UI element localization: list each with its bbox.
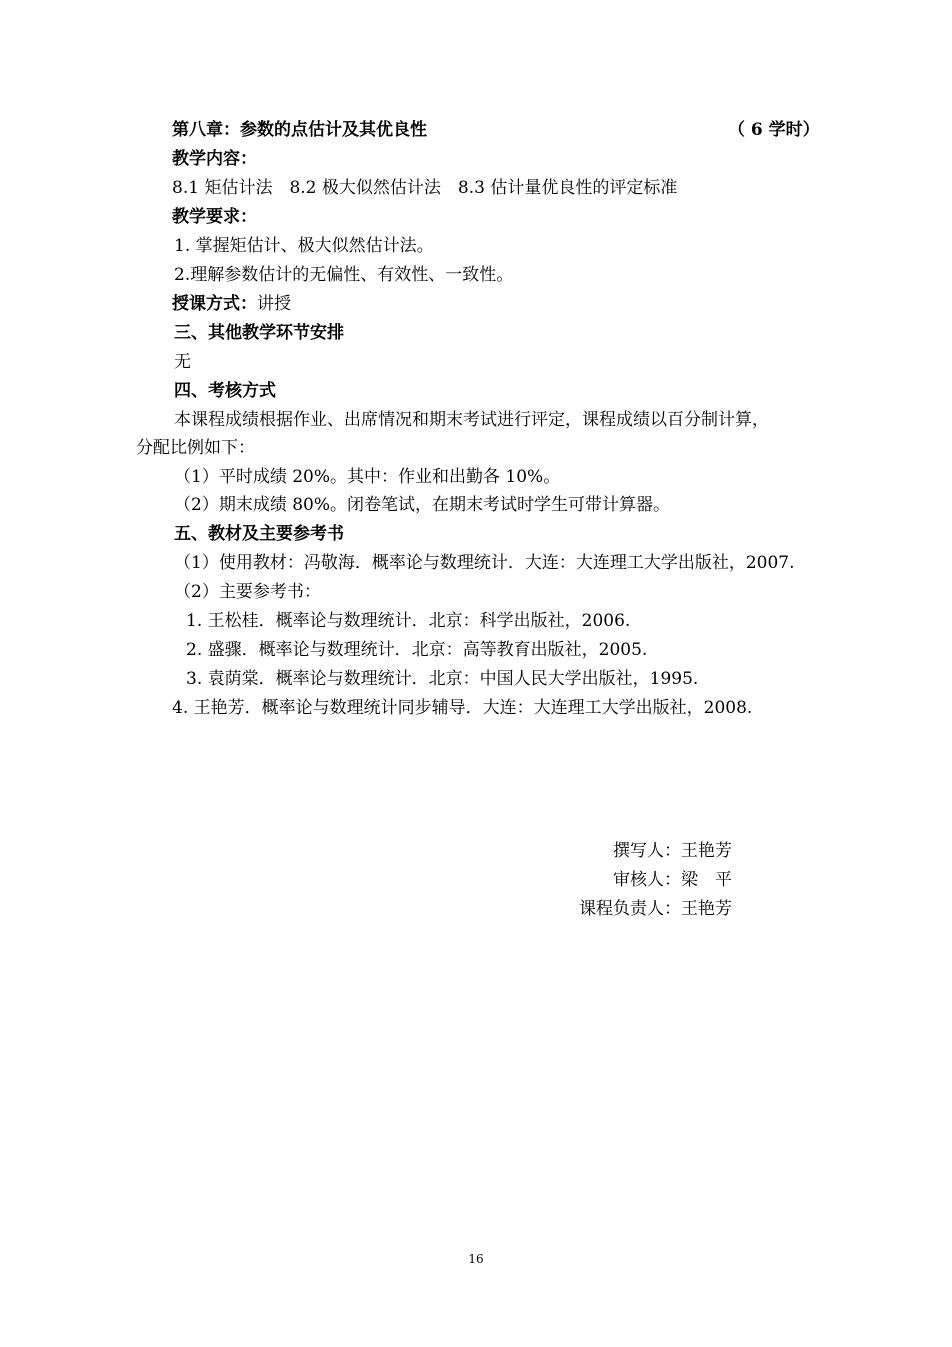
textbook-line: （1）使用教材：冯敬海．概率论与数理统计．大连：大连理工大学出版社，2007. bbox=[174, 553, 795, 573]
requirement-item: 2.理解参数估计的无偏性、有效性、一致性。 bbox=[174, 265, 514, 285]
section-text: 无 bbox=[174, 352, 191, 372]
assessment-item: （1）平时成绩 20%。其中：作业和出勤各 10%。 bbox=[174, 467, 561, 487]
chapter-hours: （ 6 学时） bbox=[728, 120, 820, 140]
reference-item: 1. 王松桂．概率论与数理统计．北京：科学出版社，2006. bbox=[186, 611, 631, 631]
page-number: 16 bbox=[468, 1252, 484, 1266]
section-title: 五、教材及主要参考书 bbox=[174, 524, 344, 544]
signature-label: 审核人： bbox=[613, 870, 681, 890]
reference-item: 3. 袁荫棠．概率论与数理统计．北京：中国人民大学出版社，1995. bbox=[186, 669, 699, 689]
requirement-item: 1. 掌握矩估计、极大似然估计法。 bbox=[174, 236, 434, 256]
signature-label: 课程负责人： bbox=[579, 899, 681, 919]
signature-name: 梁 平 bbox=[681, 870, 732, 890]
assessment-item: （2）期末成绩 80%。闭卷笔试，在期末考试时学生可带计算器。 bbox=[174, 495, 671, 515]
teaching-content-label: 教学内容： bbox=[172, 149, 257, 169]
signature-course-lead bbox=[520, 898, 732, 920]
assessment-paragraph-continued: 分配比例如下： bbox=[136, 438, 255, 458]
chapter-title: 第八章：参数的点估计及其优良性 bbox=[172, 120, 427, 140]
section-title: 四、考核方式 bbox=[174, 381, 276, 401]
signature-name: 王艳芳 bbox=[681, 841, 732, 861]
signature-label: 撰写人： bbox=[613, 841, 681, 861]
teaching-content-text: 8.1 矩估计法 8.2 极大似然估计法 8.3 估计量优良性的评定标准 bbox=[172, 178, 678, 198]
signature-writer bbox=[520, 840, 732, 862]
reference-item: 4. 王艳芳．概率论与数理统计同步辅导．大连：大连理工大学出版社，2008. bbox=[172, 698, 753, 718]
teaching-requirements-label: 教学要求： bbox=[172, 207, 257, 227]
signature-reviewer bbox=[520, 869, 732, 891]
teaching-method-value: 讲授 bbox=[257, 294, 291, 314]
teaching-method bbox=[172, 293, 291, 315]
reference-item: 2. 盛骤．概率论与数理统计．北京：高等教育出版社，2005. bbox=[186, 640, 648, 660]
teaching-method-label: 授课方式： bbox=[172, 294, 257, 314]
signature-name: 王艳芳 bbox=[681, 899, 732, 919]
section-title: 三、其他教学环节安排 bbox=[174, 323, 344, 343]
references-label: （2）主要参考书： bbox=[174, 582, 321, 602]
assessment-paragraph: 本课程成绩根据作业、出席情况和期末考试进行评定，课程成绩以百分制计算， bbox=[174, 410, 769, 430]
